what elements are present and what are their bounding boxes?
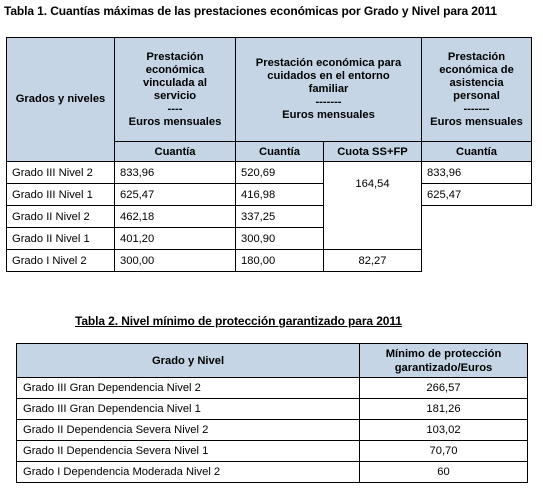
cell-vinculada: 625,47 [115,184,236,206]
table1-title: Tabla 1. Cuantías máximas de las prestaciones económicas por Grado y Nivel para 2011 [4,4,497,18]
cell-vinculada: 300,00 [115,250,236,272]
row-label: Grado II Nivel 2 [7,206,115,228]
table-row [7,206,532,228]
cell-vinculada: 401,20 [115,228,236,250]
subheader-cuantia-vinculada: Cuantía [115,142,236,162]
cell-valor: 60 [360,462,528,483]
table2-title: Tabla 2. Nivel mínimo de protección garantizado para 2011 [75,314,402,328]
table-row [7,162,532,184]
subheader-cuantia-cuidados: Cuantía [236,142,324,162]
row-label: Grado II Dependencia Severa Nivel 2 [17,420,360,441]
subheader-cuantia-asistencia: Cuantía [422,142,532,162]
cell-asistencia: 833,96 [422,162,532,184]
cell-valor: 70,70 [360,441,528,462]
table2 [16,343,528,483]
cell-cuidados: 520,69 [236,162,324,184]
header-asistencia: Prestación económica de asistencia personal ------- Euros mensuales [422,38,532,142]
cell-cuota-grado1: 82,27 [324,250,422,272]
cell-cuota-empty [324,206,422,228]
cell-valor: 181,26 [360,399,528,420]
cell-empty [422,228,532,250]
table-row [17,462,528,483]
cell-empty [422,250,532,272]
cell-empty [422,206,532,228]
cell-cuota-grado3: 164,54 [324,162,422,206]
row-label: Grado III Nivel 1 [7,184,115,206]
header-vinculada: Prestación económica vinculada al servicio ---- Euros mensuales [115,38,236,142]
cell-cuidados: 337,25 [236,206,324,228]
row-label: Grado III Gran Dependencia Nivel 2 [17,378,360,399]
table-row [7,228,532,250]
row-label: Grado I Nivel 2 [7,250,115,272]
cell-valor: 266,57 [360,378,528,399]
cell-cuidados: 300,90 [236,228,324,250]
cell-vinculada: 462,18 [115,206,236,228]
table1 [6,37,532,272]
row-label: Grado II Dependencia Severa Nivel 1 [17,441,360,462]
header-grado-nivel: Grado y Nivel [17,344,360,378]
table-row [17,420,528,441]
subheader-cuota: Cuota SS+FP [324,142,422,162]
cell-cuota-empty [324,228,422,250]
row-label: Grado II Nivel 1 [7,228,115,250]
table-row [17,378,528,399]
table-row [17,399,528,420]
cell-cuidados: 416,98 [236,184,324,206]
header-grados: Grados y niveles [7,38,115,162]
cell-asistencia: 625,47 [422,184,532,206]
cell-valor: 103,02 [360,420,528,441]
header-cuidados: Prestación económica para cuidados en el entorno familiar ------- Euros mensuales [236,38,422,142]
table-row [7,250,532,272]
row-label: Grado III Gran Dependencia Nivel 1 [17,399,360,420]
table-row [17,441,528,462]
table-row [7,184,532,206]
cell-vinculada: 833,96 [115,162,236,184]
row-label: Grado III Nivel 2 [7,162,115,184]
cell-cuidados: 180,00 [236,250,324,272]
header-minimo: Mínimo de protección garantizado/Euros [360,344,528,378]
row-label: Grado I Dependencia Moderada Nivel 2 [17,462,360,483]
